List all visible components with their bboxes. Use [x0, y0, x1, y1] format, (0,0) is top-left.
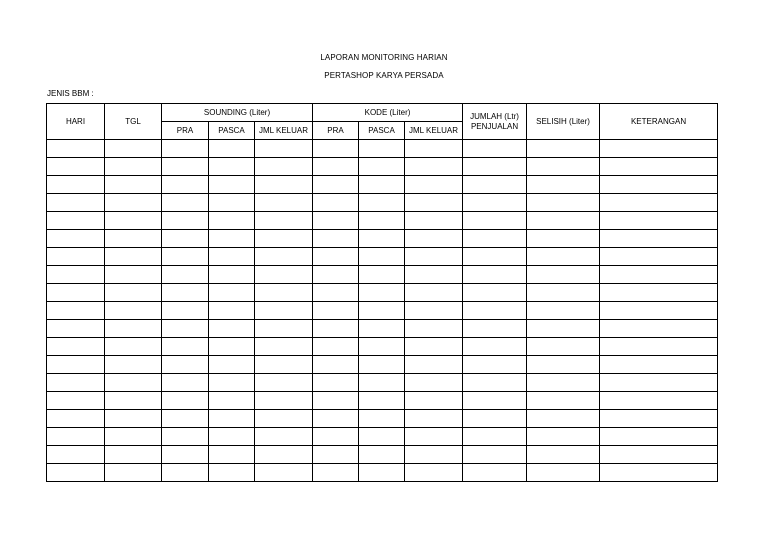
table-row: [47, 338, 718, 356]
table-cell[interactable]: [47, 176, 105, 194]
table-cell[interactable]: [359, 194, 405, 212]
table-cell[interactable]: [162, 446, 209, 464]
table-cell[interactable]: [105, 194, 162, 212]
table-cell[interactable]: [209, 374, 255, 392]
table-cell[interactable]: [209, 212, 255, 230]
table-cell[interactable]: [600, 338, 718, 356]
table-cell[interactable]: [162, 320, 209, 338]
table-cell[interactable]: [313, 248, 359, 266]
table-cell[interactable]: [105, 284, 162, 302]
table-cell[interactable]: [47, 464, 105, 482]
table-row: [47, 464, 718, 482]
table-cell[interactable]: [527, 392, 600, 410]
table-cell[interactable]: [463, 392, 527, 410]
table-cell[interactable]: [463, 248, 527, 266]
table-cell[interactable]: [359, 158, 405, 176]
table-cell[interactable]: [313, 356, 359, 374]
header-jumlah-penjualan: [463, 104, 527, 140]
table-cell[interactable]: [600, 284, 718, 302]
table-cell[interactable]: [162, 266, 209, 284]
table-cell[interactable]: [209, 356, 255, 374]
table-cell[interactable]: [313, 464, 359, 482]
table-cell[interactable]: [600, 374, 718, 392]
table-cell[interactable]: [359, 392, 405, 410]
table-cell[interactable]: [105, 374, 162, 392]
table-cell[interactable]: [47, 428, 105, 446]
table-cell[interactable]: [162, 464, 209, 482]
table-cell[interactable]: [209, 176, 255, 194]
table-cell[interactable]: [255, 230, 313, 248]
table-cell[interactable]: [313, 230, 359, 248]
header-selisih: SELISIH (Liter): [527, 104, 600, 140]
table-cell[interactable]: [162, 284, 209, 302]
table-cell[interactable]: [600, 266, 718, 284]
table-cell[interactable]: [313, 140, 359, 158]
table-cell[interactable]: [359, 284, 405, 302]
table-cell[interactable]: [209, 410, 255, 428]
table-cell[interactable]: [405, 410, 463, 428]
table-cell[interactable]: [463, 446, 527, 464]
table-cell[interactable]: [405, 248, 463, 266]
table-cell[interactable]: [209, 446, 255, 464]
table-cell[interactable]: [255, 284, 313, 302]
table-cell[interactable]: [162, 176, 209, 194]
table-cell[interactable]: [405, 284, 463, 302]
table-cell[interactable]: [255, 248, 313, 266]
table-cell[interactable]: [209, 320, 255, 338]
table-cell[interactable]: [255, 374, 313, 392]
table-cell[interactable]: [600, 446, 718, 464]
table-cell[interactable]: [600, 194, 718, 212]
table-row: [47, 266, 718, 284]
report-subtitle: PERTASHOP KARYA PERSADA: [324, 71, 444, 80]
table-cell[interactable]: [463, 212, 527, 230]
header-jumlah-line2: PENJUALAN: [470, 121, 519, 131]
table-cell[interactable]: [105, 392, 162, 410]
table-row: [47, 194, 718, 212]
table-cell[interactable]: [105, 410, 162, 428]
table-row: [47, 284, 718, 302]
table-cell[interactable]: [405, 140, 463, 158]
table-cell[interactable]: [47, 320, 105, 338]
table-cell[interactable]: [527, 446, 600, 464]
table-cell[interactable]: [527, 284, 600, 302]
table-cell[interactable]: [313, 176, 359, 194]
header-sounding-pasca: PASCA: [209, 122, 255, 140]
table-cell[interactable]: [527, 338, 600, 356]
table-cell[interactable]: [47, 374, 105, 392]
table-cell[interactable]: [359, 302, 405, 320]
header-sounding: SOUNDING (Liter): [162, 104, 313, 122]
table-cell[interactable]: [209, 338, 255, 356]
header-sounding-jml-keluar: JML KELUAR: [255, 122, 313, 140]
table-cell[interactable]: [463, 464, 527, 482]
table-cell[interactable]: [162, 428, 209, 446]
table-cell[interactable]: [527, 212, 600, 230]
table-cell[interactable]: [313, 212, 359, 230]
table-cell[interactable]: [600, 140, 718, 158]
table-row: [47, 374, 718, 392]
table-cell[interactable]: [600, 428, 718, 446]
table-row: [47, 410, 718, 428]
table-cell[interactable]: [463, 176, 527, 194]
table-cell[interactable]: [527, 230, 600, 248]
table-cell[interactable]: [313, 410, 359, 428]
table-cell[interactable]: [405, 446, 463, 464]
table-cell[interactable]: [600, 356, 718, 374]
table-cell[interactable]: [313, 158, 359, 176]
table-cell[interactable]: [255, 212, 313, 230]
table-row: [47, 320, 718, 338]
table-cell[interactable]: [600, 212, 718, 230]
table-cell[interactable]: [209, 194, 255, 212]
table-cell[interactable]: [463, 302, 527, 320]
table-cell[interactable]: [527, 266, 600, 284]
table-cell[interactable]: [47, 446, 105, 464]
table-cell[interactable]: [405, 176, 463, 194]
header-keterangan: KETERANGAN: [600, 104, 718, 140]
table-cell[interactable]: [359, 374, 405, 392]
table-cell[interactable]: [359, 140, 405, 158]
table-cell[interactable]: [313, 302, 359, 320]
table-cell[interactable]: [405, 230, 463, 248]
table-cell[interactable]: [162, 338, 209, 356]
table-cell[interactable]: [255, 464, 313, 482]
table-cell[interactable]: [209, 230, 255, 248]
table-cell[interactable]: [463, 158, 527, 176]
table-cell[interactable]: [405, 266, 463, 284]
header-jumlah-line1: JUMLAH (Ltr): [470, 111, 519, 121]
table-cell[interactable]: [255, 266, 313, 284]
table-row: [47, 212, 718, 230]
table-cell[interactable]: [209, 248, 255, 266]
header-kode-pasca: PASCA: [359, 122, 405, 140]
table-cell[interactable]: [463, 194, 527, 212]
table-cell[interactable]: [313, 446, 359, 464]
table-cell[interactable]: [359, 176, 405, 194]
table-cell[interactable]: [313, 374, 359, 392]
table-cell[interactable]: [255, 428, 313, 446]
table-cell[interactable]: [405, 302, 463, 320]
table-cell[interactable]: [209, 464, 255, 482]
table-cell[interactable]: [527, 428, 600, 446]
table-cell[interactable]: [47, 356, 105, 374]
table-cell[interactable]: [313, 284, 359, 302]
table-cell[interactable]: [255, 302, 313, 320]
table-cell[interactable]: [255, 410, 313, 428]
table-cell[interactable]: [600, 392, 718, 410]
table-cell[interactable]: [209, 428, 255, 446]
table-row: [47, 158, 718, 176]
header-kode-pra: PRA: [313, 122, 359, 140]
table-cell[interactable]: [255, 392, 313, 410]
table-cell[interactable]: [162, 230, 209, 248]
table-row: [47, 356, 718, 374]
table-cell[interactable]: [47, 248, 105, 266]
table-cell[interactable]: [162, 302, 209, 320]
table-cell[interactable]: [463, 338, 527, 356]
table-cell[interactable]: [209, 158, 255, 176]
table-cell[interactable]: [47, 230, 105, 248]
table-cell[interactable]: [105, 212, 162, 230]
table-cell[interactable]: [255, 320, 313, 338]
table-cell[interactable]: [313, 428, 359, 446]
table-cell[interactable]: [105, 176, 162, 194]
table-cell[interactable]: [313, 392, 359, 410]
header-kode-jml-keluar: JML KELUAR: [405, 122, 463, 140]
table-cell[interactable]: [209, 302, 255, 320]
table-cell[interactable]: [105, 464, 162, 482]
table-cell[interactable]: [255, 140, 313, 158]
table-cell[interactable]: [600, 158, 718, 176]
header-sounding-pra: PRA: [162, 122, 209, 140]
table-cell[interactable]: [162, 374, 209, 392]
table-cell[interactable]: [359, 212, 405, 230]
header-hari: HARI: [47, 104, 105, 140]
table-row: [47, 428, 718, 446]
monitoring-table: [46, 103, 718, 482]
table-cell[interactable]: [527, 140, 600, 158]
table-cell[interactable]: [463, 284, 527, 302]
table-cell[interactable]: [359, 248, 405, 266]
table-cell[interactable]: [313, 266, 359, 284]
table-cell[interactable]: [405, 428, 463, 446]
table-cell[interactable]: [359, 266, 405, 284]
table-row: [47, 230, 718, 248]
table-cell[interactable]: [47, 212, 105, 230]
table-cell[interactable]: [47, 266, 105, 284]
table-cell[interactable]: [359, 320, 405, 338]
table-cell[interactable]: [47, 194, 105, 212]
table-cell[interactable]: [105, 248, 162, 266]
table-cell[interactable]: [105, 356, 162, 374]
table-cell[interactable]: [463, 428, 527, 446]
table-cell[interactable]: [47, 158, 105, 176]
table-cell[interactable]: [405, 356, 463, 374]
table-cell[interactable]: [463, 266, 527, 284]
table-cell[interactable]: [255, 158, 313, 176]
table-cell[interactable]: [527, 320, 600, 338]
table-cell[interactable]: [105, 338, 162, 356]
report-title: LAPORAN MONITORING HARIAN: [320, 53, 448, 62]
header-tgl: TGL: [105, 104, 162, 140]
table-cell[interactable]: [162, 212, 209, 230]
table-cell[interactable]: [255, 176, 313, 194]
table-cell[interactable]: [463, 374, 527, 392]
table-cell[interactable]: [47, 284, 105, 302]
table-cell[interactable]: [405, 158, 463, 176]
table-cell[interactable]: [209, 392, 255, 410]
table-cell[interactable]: [105, 158, 162, 176]
table-cell[interactable]: [463, 410, 527, 428]
table-cell[interactable]: [47, 338, 105, 356]
table-cell[interactable]: [359, 446, 405, 464]
table-cell[interactable]: [405, 320, 463, 338]
table-cell[interactable]: [209, 266, 255, 284]
table-cell[interactable]: [600, 248, 718, 266]
table-cell[interactable]: [162, 392, 209, 410]
table-cell[interactable]: [527, 374, 600, 392]
table-cell[interactable]: [313, 194, 359, 212]
table-cell[interactable]: [600, 464, 718, 482]
table-cell[interactable]: [105, 140, 162, 158]
header-kode: KODE (Liter): [313, 104, 463, 122]
table-cell[interactable]: [527, 410, 600, 428]
table-body: [47, 140, 718, 482]
table-cell[interactable]: [463, 140, 527, 158]
table-cell[interactable]: [359, 356, 405, 374]
table-cell[interactable]: [255, 356, 313, 374]
table-row: [47, 140, 718, 158]
table-cell[interactable]: [313, 338, 359, 356]
table-cell[interactable]: [162, 356, 209, 374]
table-cell[interactable]: [527, 176, 600, 194]
table-cell[interactable]: [162, 158, 209, 176]
table-cell[interactable]: [405, 392, 463, 410]
table-cell[interactable]: [405, 338, 463, 356]
table-cell[interactable]: [463, 356, 527, 374]
table-cell[interactable]: [359, 464, 405, 482]
table-cell[interactable]: [527, 464, 600, 482]
table-cell[interactable]: [209, 284, 255, 302]
table-cell[interactable]: [162, 194, 209, 212]
table-cell[interactable]: [313, 320, 359, 338]
table-cell[interactable]: [162, 248, 209, 266]
table-cell[interactable]: [105, 266, 162, 284]
table-cell[interactable]: [527, 158, 600, 176]
table-cell[interactable]: [405, 374, 463, 392]
table-cell[interactable]: [600, 230, 718, 248]
jenis-bbm-label: JENIS BBM :: [47, 89, 94, 98]
table-cell[interactable]: [359, 410, 405, 428]
table-cell[interactable]: [162, 140, 209, 158]
table-cell[interactable]: [105, 428, 162, 446]
table-cell[interactable]: [527, 194, 600, 212]
table-row: [47, 176, 718, 194]
table-cell[interactable]: [359, 428, 405, 446]
table-row: [47, 392, 718, 410]
table-cell[interactable]: [405, 194, 463, 212]
table-cell[interactable]: [105, 302, 162, 320]
table-cell[interactable]: [209, 140, 255, 158]
table-cell[interactable]: [47, 302, 105, 320]
table-cell[interactable]: [255, 338, 313, 356]
table-cell[interactable]: [463, 320, 527, 338]
table-cell[interactable]: [405, 464, 463, 482]
table-cell[interactable]: [600, 320, 718, 338]
table-cell[interactable]: [105, 230, 162, 248]
table-row: [47, 446, 718, 464]
table-row: [47, 302, 718, 320]
table-cell[interactable]: [527, 248, 600, 266]
table-cell[interactable]: [405, 212, 463, 230]
table-cell[interactable]: [105, 446, 162, 464]
table-cell[interactable]: [255, 446, 313, 464]
table-cell[interactable]: [105, 320, 162, 338]
table-cell[interactable]: [359, 338, 405, 356]
table-cell[interactable]: [600, 410, 718, 428]
table-cell[interactable]: [600, 176, 718, 194]
table-cell[interactable]: [47, 410, 105, 428]
table-row: [47, 248, 718, 266]
table-cell[interactable]: [463, 230, 527, 248]
table-cell[interactable]: [47, 140, 105, 158]
table-cell[interactable]: [359, 230, 405, 248]
table-cell[interactable]: [527, 356, 600, 374]
table-cell[interactable]: [527, 302, 600, 320]
table-cell[interactable]: [47, 392, 105, 410]
table-cell[interactable]: [255, 194, 313, 212]
table-cell[interactable]: [162, 410, 209, 428]
table-cell[interactable]: [600, 302, 718, 320]
